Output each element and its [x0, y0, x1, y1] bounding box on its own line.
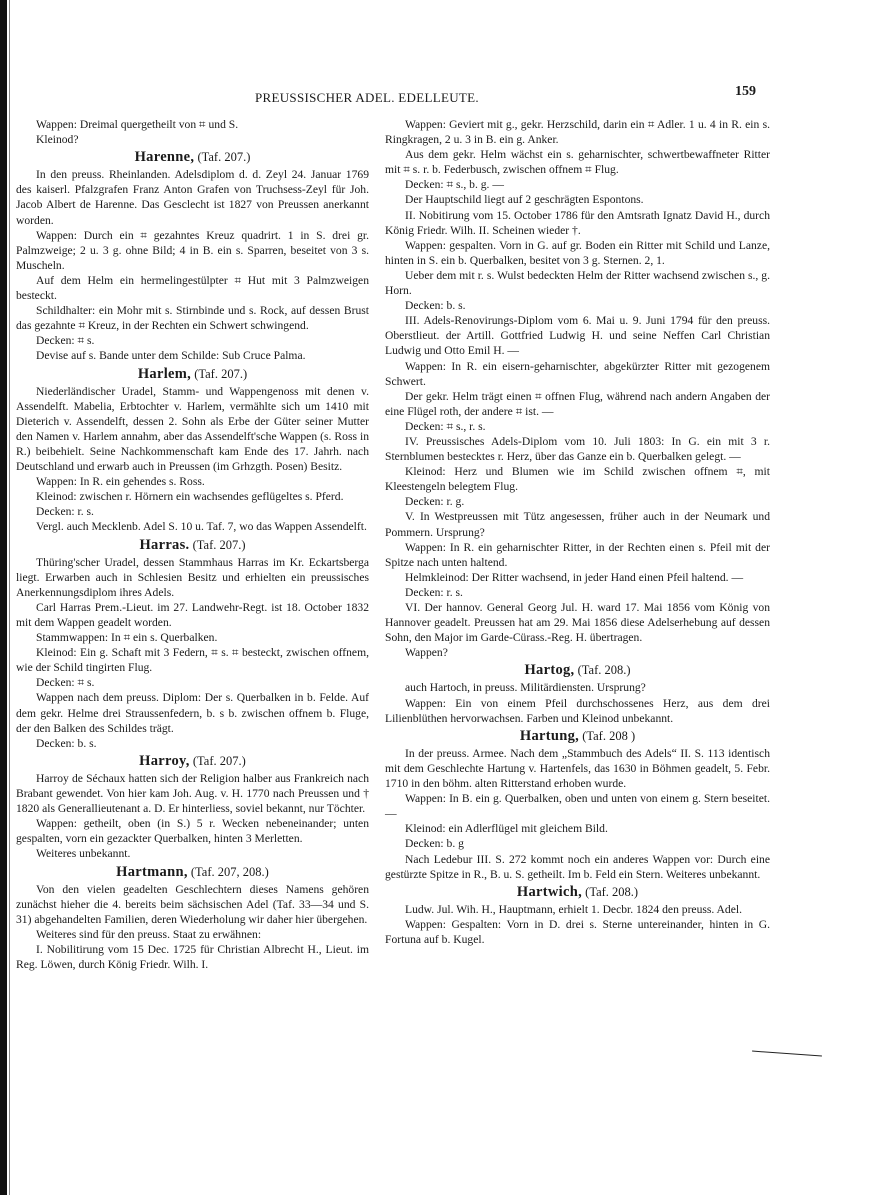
paragraph: Ludw. Jul. Wih. H., Hauptmann, erhielt 1. Decbr. 1824 den preuss. Adel. — [405, 902, 742, 916]
paragraph: Wappen nach dem preuss. Diplom: Der s. Querbalken in b. Felde. Auf dem gekr. Helme drei Straussenfedern, b. s b. zwischen offnem b. Fluge, der den Balken des Schildes trägt. — [16, 691, 369, 735]
paragraph: Decken: ⌗ s., b. g. — — [405, 178, 504, 192]
paragraph: Ueber dem mit r. s. Wulst bedeckten Helm der Ritter wachsend zwischen s., g. Horn. — [385, 268, 770, 298]
paragraph: Niederländischer Uradel, Stamm- und Wappengenoss mit denen v. Assendelft. Mabelia, Erbtochter v. Harlem, vermählte sich um 1410 mit Dieterich v. Assendelft, dessen 2. Sohn als Erbe der Güter seiner Mutter den Namen v. Harlem annahm, aber das Assendelft'sche Wappen (s. Ross in R.) beibehielt. Seine Nachkommenschaft kam Ende des 17. Jahrh. nach Deutschland und erwarb auch in Preussen (im Grhzgth. Posen) Besitz. — [16, 384, 369, 474]
family-name: Hartung, — [519, 727, 580, 744]
paragraph: Wappen: In R. ein eisern-geharnischter, abgekürzter Ritter mit gezogenem Schwert. — [385, 359, 770, 388]
family-heading — [16, 865, 369, 880]
paragraph: Thüring'scher Uradel, dessen Stammhaus Harras im Kr. Eckartsberga liegt. Erwarben auch in Schlesien Besitz und erhielten ein preussisches Anerkennungsdiplom ihres Adels. — [16, 555, 369, 599]
plate-reference: (Taf. 207.) — [189, 753, 246, 768]
paragraph: Weiteres sind für den preuss. Staat zu erwähnen: — [36, 927, 262, 941]
paragraph: Weiteres unbekannt. — [36, 847, 131, 861]
page-number: 159 — [735, 84, 756, 99]
paragraph: Schildhalter: ein Mohr mit s. Stirnbinde und s. Rock, auf dessen Brust das gezahnte ⌗ Kreuz, in der Rechten ein Schwert schwingend. — [16, 304, 369, 333]
paragraph: Wappen: Dreimal quergetheilt von ⌗ und S. — [36, 118, 239, 131]
paragraph: Decken: r. g. — [405, 495, 465, 509]
paragraph: Von den vielen geadelten Geschlechtern dieses Namens gehören zunächst hieher die 4. bereits beim sächsischen Adel (Taf. 33—34 und S. 31) abgehandelten Familien, deren Wiederholung wir daher hier übergehen. — [16, 882, 369, 926]
paragraph: Wappen: Durch ein ⌗ gezahntes Kreuz quadrirt. 1 in S. drei gr. Palmzweige; 2 u. 3 g. ohne Bild; 4 in B. ein s. Sparren, beseitet von 3 s. Muscheln. — [16, 228, 369, 272]
scan-edge — [0, 0, 7, 1195]
paragraph: auch Hartoch, in preuss. Militärdiensten. Ursprung? — [405, 681, 646, 695]
family-name: Harras. — [139, 536, 190, 553]
paragraph: I. Nobilitirung vom 15 Dec. 1725 für Christian Albrecht H., Lieut. im Reg. Löwen, durch König Friedr. Wilh. I. — [16, 942, 369, 972]
paragraph: Kleinod: Herz und Blumen wie im Schild zwischen offnem ⌗, mit Kleestengeln belegtem Flug. — [385, 465, 770, 494]
family-heading — [16, 367, 369, 382]
paragraph: Stammwappen: In ⌗ ein s. Querbalken. — [36, 631, 218, 645]
paragraph: Devise auf s. Bande unter dem Schilde: Sub Cruce Palma. — [36, 349, 306, 363]
plate-reference: (Taf. 208 ) — [579, 728, 636, 743]
paragraph: Harroy de Séchaux hatten sich der Religion halber aus Frankreich nach Brabant gewendet. Von hier kam Joh. Aug. v. H. 1770 nach Preussen und † 1820 als Generallieutenant a. D. Er hinterliess, soviel bekannt, nur Töchter. — [16, 771, 369, 816]
paragraph: V. In Westpreussen mit Tütz angesessen, früher auch in der Neumark und Pommern. Ursprung? — [385, 510, 770, 539]
decorative-line — [752, 1051, 822, 1057]
paragraph: Aus dem gekr. Helm wächst ein s. geharnischter, schwertbewaffneter Ritter mit ⌗ s. r. b. Federbusch, zwischen offnem ⌗ Flug. — [385, 148, 770, 177]
family-name: Hartog, — [524, 662, 575, 679]
paragraph: Wappen? — [405, 646, 448, 660]
family-name: Harroy, — [139, 752, 190, 769]
paragraph: Decken: b. g — [405, 837, 464, 851]
plate-reference: (Taf. 207.) — [191, 366, 248, 381]
paragraph: Decken: r. s. — [36, 505, 94, 519]
family-name: Hartmann, — [116, 863, 188, 880]
paragraph: Wappen: Gespalten: Vorn in D. drei s. Sterne untereinander, hinten in G. Fortuna auf b. Kugel. — [385, 917, 770, 946]
paragraph: II. Nobitirung vom 15. October 1786 für den Amtsrath Ignatz David H., durch König Friedr. Wilh. II. Scheinen wieder †. — [385, 208, 770, 237]
paragraph: Kleinod: Ein g. Schaft mit 3 Federn, ⌗ s. ⌗ besteckt, zwischen offnem, wie der Schild tingirten Flug. — [16, 646, 369, 675]
paragraph: VI. Der hannov. General Georg Jul. H. ward 17. Mai 1856 vom König von Hannover geadelt. Preussen hat am 29. Mai 1856 diese Adelserhebung auf dessen Sohn, den Major im Garde-Cürass.-Reg. H. übertragen. — [385, 601, 770, 645]
paragraph: III. Adels-Renovirungs-Diplom vom 6. Mai u. 9. Juni 1794 für den preuss. Oberstlieut. der Artill. Gottfried Ludwig H. und seine Neffen Carl Christian Ludwig und Otto Emil H. — — [385, 314, 770, 358]
paragraph: Der gekr. Helm trägt einen ⌗ offnen Flug, während nach andern Angaben der eine Flügel roth, der andere ⌗ ist. — — [385, 389, 770, 418]
paragraph: Carl Harras Prem.-Lieut. im 27. Landwehr-Regt. ist 18. October 1832 mit dem Wappen geadelt worden. — [16, 600, 369, 629]
paragraph: Wappen: Geviert mit g., gekr. Herzschild, darin ein ⌗ Adler. 1 u. 4 in R. ein s. Ringkragen, 2 u. 3 in B. ein g. Anker. — [385, 118, 770, 147]
paragraph: Auf dem Helm ein hermelingestülpter ⌗ Hut mit 3 Palmzweigen besteckt. — [16, 273, 369, 303]
family-heading — [385, 663, 770, 678]
paragraph: Wappen: getheilt, oben (in S.) 5 r. Wecken nebeneinander; unten gespalten, vorn ein gezackter Querbalken, hinten 3 Merletten. — [16, 817, 369, 846]
paragraph: Wappen: gespalten. Vorn in G. auf gr. Boden ein Ritter mit Schild und Lanze, hinten in S. ein b. Querbalken, besitet von 3 g. Sternen. 2, 1. — [385, 238, 770, 267]
family-heading — [385, 885, 770, 900]
plate-reference: (Taf. 207.) — [189, 537, 246, 552]
paragraph: Decken: b. s. — [36, 736, 97, 750]
paragraph: Decken: ⌗ s. — [36, 334, 95, 348]
paragraph: Der Hauptschild liegt auf 2 geschrägten Espontons. — [405, 193, 644, 207]
family-name: Harenne, — [134, 149, 195, 166]
paragraph: IV. Preussisches Adels-Diplom vom 10. Juli 1803: In G. ein mit 3 r. Sternblumen bestecktes r. Herz, über das Ganze ein b. Querbalken gelegt. — — [385, 434, 770, 464]
paragraph: Nach Ledebur III. S. 272 kommt noch ein anderes Wappen vor: Durch eine gestürzte Spitze in R., B. u. S. getheilt. Im b. Feld ein Stern. Weiteres unbekannt. — [385, 852, 770, 881]
plate-reference: (Taf. 207.) — [194, 150, 251, 165]
left-column — [16, 117, 369, 972]
family-heading — [385, 729, 770, 744]
right-column — [385, 117, 770, 947]
family-name: Hartwich, — [516, 883, 583, 900]
paragraph: Helmkleinod: Der Ritter wachsend, in jeder Hand einen Pfeil haltend. — — [405, 570, 744, 584]
paragraph: Decken: r. s. — [405, 585, 463, 599]
paragraph: Vergl. auch Mecklenb. Adel S. 10 u. Taf. 7, wo das Wappen Assendelft. — [36, 520, 367, 534]
paragraph: Decken: ⌗ s., r. s. — [405, 419, 486, 433]
paragraph: Wappen: In B. ein g. Querbalken, oben und unten von einem g. Stern beseitet. — — [385, 792, 770, 821]
paragraph: Kleinod: zwischen r. Hörnern ein wachsendes geflügeltes s. Pferd. — [36, 490, 344, 504]
paragraph: Wappen: In R. ein gehendes s. Ross. — [36, 475, 205, 489]
paragraph: Wappen: Ein von einem Pfeil durchschossenes Herz, aus dem drei Lilienblüthen hervorwachsen. Farben und Kleinod unbekannt. — [385, 696, 770, 725]
paragraph: In den preuss. Rheinlanden. Adelsdiplom d. d. Zeyl 24. Januar 1769 des kaiserl. Pfalzgrafen Franz Anton Grafen von Truchsess-Zeyl für Joh. Jacob Albert de Harenne. Das Gesclecht ist 1827 von Preussen anerkannt worden. — [16, 168, 369, 227]
paragraph: Decken: b. s. — [405, 299, 466, 313]
paragraph: Wappen: In R. ein geharnischter Ritter, in der Rechten einen s. Pfeil mit der Spitze nach unten haltend. — [385, 540, 770, 569]
plate-reference: (Taf. 207, 208.) — [187, 864, 269, 879]
paragraph: Decken: ⌗ s. — [36, 676, 95, 690]
family-heading — [16, 150, 369, 165]
running-header: PREUSSISCHER ADEL. EDELLEUTE. — [255, 90, 479, 105]
family-heading — [16, 754, 369, 769]
paragraph: Kleinod: ein Adlerflügel mit gleichem Bild. — [405, 822, 608, 836]
paragraph: In der preuss. Armee. Nach dem „Stammbuch des Adels“ II. S. 113 identisch mit dem Geschlechte Hartung v. Hartenfels, das 1630 in Böhmen geadelt, 5. Febr. 1710 in den böhm. alten Ritterstand erhoben wurde. — [385, 746, 770, 791]
scan-edge-line — [9, 0, 10, 1195]
family-name: Harlem, — [137, 365, 192, 382]
plate-reference: (Taf. 208.) — [574, 663, 631, 678]
paragraph: Kleinod? — [36, 133, 79, 147]
plate-reference: (Taf. 208.) — [582, 884, 639, 899]
family-heading — [16, 538, 369, 553]
